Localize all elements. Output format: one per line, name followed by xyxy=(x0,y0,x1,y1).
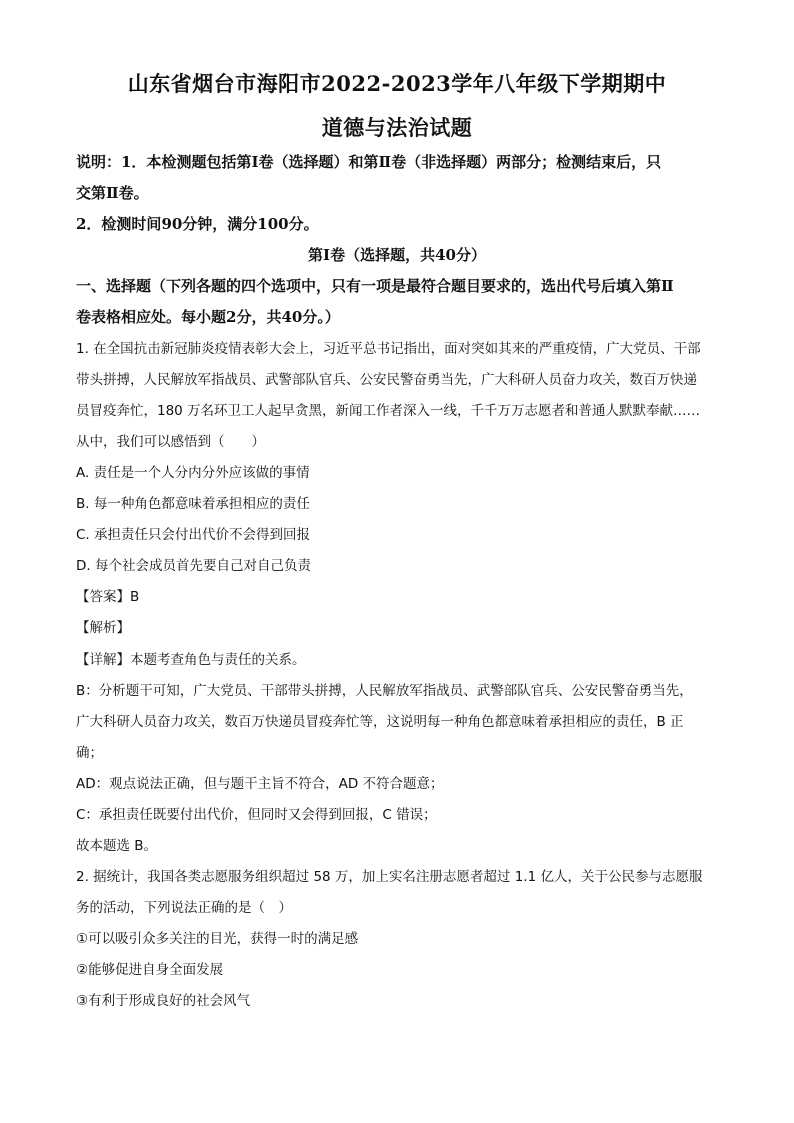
part-heading-line-2: 卷表格相应处。每小题2分，共40分。） xyxy=(76,308,340,326)
q2-item-2: ②能够促进自身全面发展 xyxy=(76,962,224,978)
document-title: 山东省烟台市海阳市2022-2023学年八年级下学期期中 xyxy=(127,71,667,96)
q1-detail: 【详解】本题考查角色与责任的关系。 xyxy=(76,652,306,668)
q1-analysis-label: 【解析】 xyxy=(76,620,130,636)
q1-answer: 【答案】B xyxy=(76,589,140,605)
document-subtitle: 道德与法治试题 xyxy=(321,115,473,140)
q1-option-d: D. 每个社会成员首先要自己对自己负责 xyxy=(76,558,311,574)
q1-explanation-b-line-1: B：分析题干可知，广大党员、干部带头拼搏，人民解放军指战员、武警部队官兵、公安民警奋勇当先， xyxy=(76,683,693,699)
instructions-line-1: 说明：1．本检测题包括第Ⅰ卷（选择题）和第Ⅱ卷（非选择题）两部分；检测结束后，只 xyxy=(76,153,662,171)
q1-conclusion: 故本题选 B。 xyxy=(76,838,158,854)
q1-explanation-b-line-3: 确； xyxy=(76,745,103,761)
q2-stem-line-2: 务的活动，下列说法正确的是（ ） xyxy=(76,900,292,916)
q1-explanation-b-line-2: 广大科研人员奋力攻关，数百万快递员冒疫奔忙等，这说明每一种角色都意味着承担相应的责任，B 正 xyxy=(76,714,684,730)
q2-item-1: ①可以吸引众多关注的目光，获得一时的满足感 xyxy=(76,931,359,947)
instructions-line-3: 2．检测时间90分钟，满分100分。 xyxy=(76,215,319,233)
q1-explanation-c: C：承担责任既要付出代价，但同时又会得到回报，C 错误； xyxy=(76,807,437,823)
q1-explanation-ad: AD：观点说法正确，但与题干主旨不符合，AD 不符合题意； xyxy=(76,776,444,792)
section-heading: 第Ⅰ卷（选择题，共40分） xyxy=(308,246,486,264)
q1-stem-line-1: 1. 在全国抗击新冠肺炎疫情表彰大会上，习近平总书记指出，面对突如其来的严重疫情，广大党员、干部 xyxy=(76,341,701,357)
q1-stem-line-4: 从中，我们可以感悟到（ ） xyxy=(76,434,265,450)
part-heading-line-1: 一、选择题（下列各题的四个选项中，只有一项是最符合题目要求的，选出代号后填入第Ⅱ xyxy=(76,277,674,295)
q1-option-a: A. 责任是一个人分内分外应该做的事情 xyxy=(76,465,310,481)
q2-stem-line-1: 2. 据统计，我国各类志愿服务组织超过 58 万，加上实名注册志愿者超过 1.1 亿人，关于公民参与志愿服 xyxy=(76,869,703,885)
q1-stem-line-3: 员冒疫奔忙，180 万名环卫工人起早贪黑，新闻工作者深入一线，千千万万志愿者和普通人默默奉献…… xyxy=(76,403,701,419)
instructions-line-2: 交第Ⅱ卷。 xyxy=(76,184,149,202)
q1-option-b: B. 每一种角色都意味着承担相应的责任 xyxy=(76,496,310,512)
q1-option-c: C. 承担责任只会付出代价不会得到回报 xyxy=(76,527,311,543)
q2-item-3: ③有利于形成良好的社会风气 xyxy=(76,993,251,1009)
q1-stem-line-2: 带头拼搏，人民解放军指战员、武警部队官兵、公安民警奋勇当先，广大科研人员奋力攻关，数百万快递 xyxy=(76,372,697,388)
